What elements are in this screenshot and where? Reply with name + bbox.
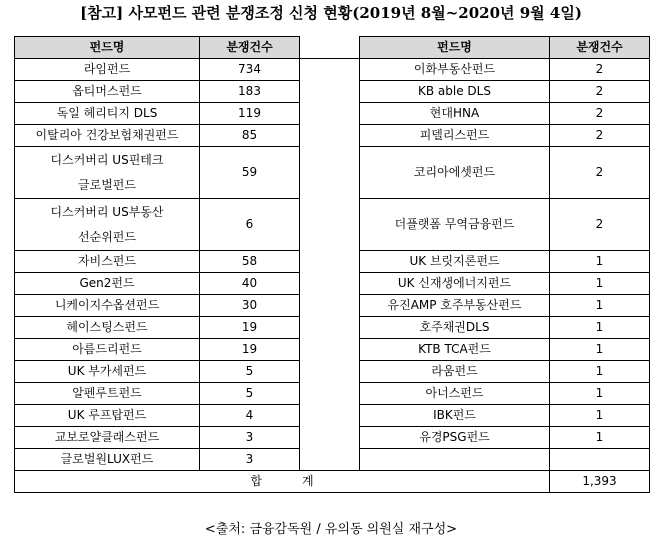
fund-name-left: 라임펀드 bbox=[15, 59, 200, 81]
count-right: 1 bbox=[550, 251, 650, 273]
column-gap bbox=[300, 361, 360, 383]
column-gap bbox=[300, 383, 360, 405]
fund-name-left: UK 부가세펀드 bbox=[15, 361, 200, 383]
fund-name-left: 교보로얄클래스펀드 bbox=[15, 427, 200, 449]
fund-name-left: 이탈리아 건강보험채권펀드 bbox=[15, 125, 200, 147]
count-left: 734 bbox=[200, 59, 300, 81]
fund-name-right: UK 신재생에너지펀드 bbox=[360, 273, 550, 295]
count-right: 2 bbox=[550, 59, 650, 81]
count-left: 3 bbox=[200, 449, 300, 471]
column-gap bbox=[300, 199, 360, 251]
column-gap bbox=[300, 295, 360, 317]
fund-name-left: Gen2펀드 bbox=[15, 273, 200, 295]
fund-name-right bbox=[360, 449, 550, 471]
fund-name-right: 아너스펀드 bbox=[360, 383, 550, 405]
table-row bbox=[15, 59, 650, 81]
fund-name-right: IBK펀드 bbox=[360, 405, 550, 427]
count-right: 2 bbox=[550, 147, 650, 199]
dispute-table bbox=[14, 36, 650, 493]
total-label: 합계 bbox=[15, 471, 550, 493]
header-fund-right: 펀드명 bbox=[360, 37, 550, 59]
table-row bbox=[15, 273, 650, 295]
count-right: 2 bbox=[550, 125, 650, 147]
count-right: 1 bbox=[550, 361, 650, 383]
count-right: 1 bbox=[550, 405, 650, 427]
fund-name-line1: 디스커버리 US핀테크 bbox=[50, 152, 164, 167]
table-row bbox=[15, 251, 650, 273]
header-fund-left: 펀드명 bbox=[15, 37, 200, 59]
table-row bbox=[15, 405, 650, 427]
column-gap bbox=[300, 251, 360, 273]
fund-name-right: 라움펀드 bbox=[360, 361, 550, 383]
fund-name-right: 코리아에셋펀드 bbox=[360, 147, 550, 199]
page-title: [참고] 사모펀드 관련 분쟁조정 신청 현황(2019년 8월~2020년 9월 4일) bbox=[80, 4, 582, 22]
fund-name-line2: 글로벌펀드 bbox=[78, 177, 136, 192]
count-right: 1 bbox=[550, 339, 650, 361]
count-left: 183 bbox=[200, 81, 300, 103]
fund-name-right: 호주채권DLS bbox=[360, 317, 550, 339]
count-left: 5 bbox=[200, 383, 300, 405]
count-left: 30 bbox=[200, 295, 300, 317]
header-count-right: 분쟁건수 bbox=[550, 37, 650, 59]
count-left: 59 bbox=[200, 147, 300, 199]
total-value: 1,393 bbox=[550, 471, 650, 493]
table-row bbox=[15, 295, 650, 317]
fund-name-right: 더플랫폼 무역금융펀드 bbox=[360, 199, 550, 251]
column-gap bbox=[300, 147, 360, 199]
column-gap bbox=[300, 273, 360, 295]
column-gap bbox=[300, 339, 360, 361]
fund-name-left: UK 루프탑펀드 bbox=[15, 405, 200, 427]
count-right: 1 bbox=[550, 273, 650, 295]
count-left: 4 bbox=[200, 405, 300, 427]
fund-name-left: 글로벌원LUX펀드 bbox=[15, 449, 200, 471]
table-row bbox=[15, 383, 650, 405]
fund-name-right: KTB TCA펀드 bbox=[360, 339, 550, 361]
count-left: 19 bbox=[200, 339, 300, 361]
table-row bbox=[15, 103, 650, 125]
column-gap bbox=[300, 405, 360, 427]
fund-name-left: 헤이스팅스펀드 bbox=[15, 317, 200, 339]
fund-name-left bbox=[15, 147, 200, 199]
table-row bbox=[15, 199, 650, 251]
column-gap bbox=[300, 103, 360, 125]
fund-name-left: 알펜루트펀드 bbox=[15, 383, 200, 405]
column-gap bbox=[300, 317, 360, 339]
count-left: 5 bbox=[200, 361, 300, 383]
count-left: 3 bbox=[200, 427, 300, 449]
column-gap bbox=[300, 81, 360, 103]
fund-name-left: 옵티머스펀드 bbox=[15, 81, 200, 103]
count-left: 40 bbox=[200, 273, 300, 295]
fund-name-left: 독일 헤리티지 DLS bbox=[15, 103, 200, 125]
column-gap bbox=[300, 37, 360, 59]
count-right: 2 bbox=[550, 199, 650, 251]
column-gap bbox=[300, 59, 360, 81]
count-left: 19 bbox=[200, 317, 300, 339]
header-count-left: 분쟁건수 bbox=[200, 37, 300, 59]
total-row bbox=[15, 471, 650, 493]
column-gap bbox=[300, 125, 360, 147]
count-right: 1 bbox=[550, 427, 650, 449]
fund-name-right: 현대HNA bbox=[360, 103, 550, 125]
fund-name-right: 피델리스펀드 bbox=[360, 125, 550, 147]
fund-name-left: 니케이지수옵션펀드 bbox=[15, 295, 200, 317]
column-gap bbox=[300, 427, 360, 449]
fund-name-left: 아름드리펀드 bbox=[15, 339, 200, 361]
fund-name-line2: 선순위펀드 bbox=[78, 229, 136, 244]
table-row bbox=[15, 427, 650, 449]
source-note: <출처: 금융감독원 / 유의동 의원실 재구성> bbox=[204, 522, 458, 537]
fund-name-left bbox=[15, 199, 200, 251]
count-right: 2 bbox=[550, 81, 650, 103]
table-row bbox=[15, 125, 650, 147]
fund-name-line1: 디스커버리 US부동산 bbox=[50, 204, 164, 219]
fund-name-left: 자비스펀드 bbox=[15, 251, 200, 273]
fund-name-right: UK 브릿지론펀드 bbox=[360, 251, 550, 273]
column-gap bbox=[300, 449, 360, 471]
count-left: 119 bbox=[200, 103, 300, 125]
count-left: 58 bbox=[200, 251, 300, 273]
table-row bbox=[15, 147, 650, 199]
table-row bbox=[15, 449, 650, 471]
table-row bbox=[15, 81, 650, 103]
count-right: 1 bbox=[550, 383, 650, 405]
table-header-row bbox=[15, 37, 650, 59]
fund-name-right: 유경PSG펀드 bbox=[360, 427, 550, 449]
table-row bbox=[15, 361, 650, 383]
fund-name-right: 이화부동산펀드 bbox=[360, 59, 550, 81]
count-right: 2 bbox=[550, 103, 650, 125]
table-row bbox=[15, 339, 650, 361]
count-right bbox=[550, 449, 650, 471]
fund-name-right: 유진AMP 호주부동산펀드 bbox=[360, 295, 550, 317]
count-right: 1 bbox=[550, 295, 650, 317]
count-left: 85 bbox=[200, 125, 300, 147]
fund-name-right: KB able DLS bbox=[360, 81, 550, 103]
table-row bbox=[15, 317, 650, 339]
count-left: 6 bbox=[200, 199, 300, 251]
count-right: 1 bbox=[550, 317, 650, 339]
